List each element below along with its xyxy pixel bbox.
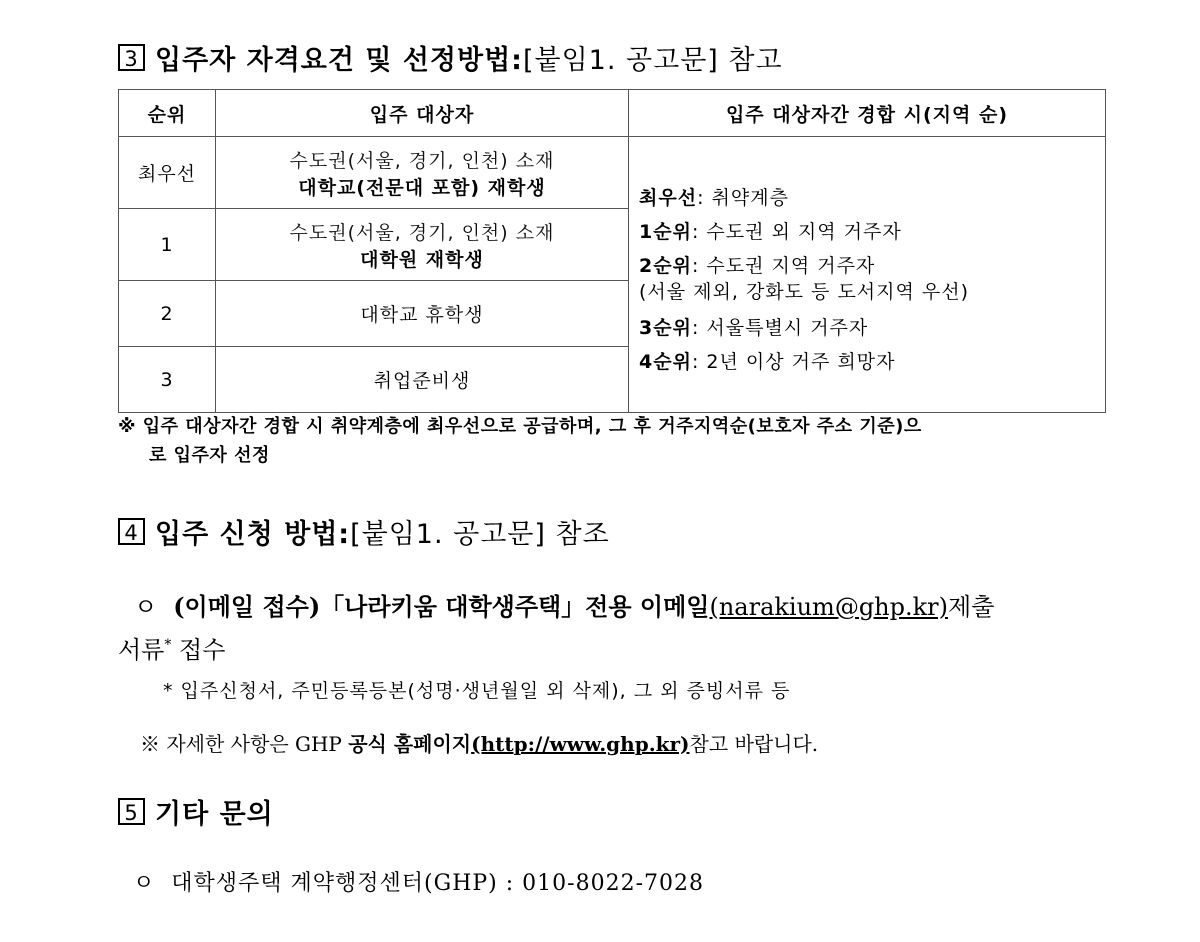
table-note	[118, 412, 1118, 470]
section-4-number: 4	[118, 518, 145, 545]
target-cell: 대학교 휴학생	[216, 281, 629, 347]
rank-cell: 2	[119, 281, 216, 347]
competition-label: 1순위	[639, 221, 692, 243]
target-line1: 수도권(서울, 경기, 인천) 소재	[289, 149, 555, 172]
section-3-number: 3	[118, 44, 145, 71]
detail-prefix: ※ 자세한 사항은 GHP	[140, 732, 349, 756]
apply-after-email: 제출	[948, 593, 995, 621]
rank-cell: 3	[119, 347, 216, 413]
footnote-marker: *	[164, 637, 172, 653]
header-rank: 순위	[119, 90, 216, 137]
apply-paragraph	[118, 588, 1128, 669]
competition-line	[639, 249, 1105, 283]
competition-label: 최우선	[639, 187, 698, 209]
section-4-title-bold: 입주 신청 방법:	[155, 519, 351, 550]
rank-cell: 1	[119, 209, 216, 281]
table-note-line1: ※ 입주 대상자간 경합 시 취약계층에 최우선으로 공급하며, 그 후 거주지역순(보호자 주소 기준)으	[118, 416, 922, 437]
detail-suffix: 참고 바랍니다.	[689, 732, 819, 756]
email-link[interactable]: (narakium@ghp.kr)	[709, 593, 949, 621]
docs-footnote: * 입주신청서, 주민등록등본(성명·생년월일 외 삭제), 그 외 증빙서류 등	[163, 680, 791, 702]
contact-line	[133, 866, 704, 897]
bullet-icon: ㅇ	[134, 593, 158, 621]
section-3-title-rest: [붙임1. 공고문] 참고	[522, 45, 783, 76]
qualification-table	[118, 89, 1106, 413]
detail-bold: 공식 홈페이지	[348, 732, 472, 756]
apply-docs-end: 접수	[171, 636, 226, 664]
competition-text: : 2년 이상 거주 희망자	[691, 351, 896, 373]
section-5-number: 5	[118, 798, 145, 825]
section-4-title-rest: [붙임1. 공고문] 참조	[350, 519, 610, 550]
competition-text: : 서울특별시 거주자	[691, 317, 869, 339]
section-5-title	[118, 792, 274, 831]
section-3-title-bold: 입주자 자격요건 및 선정방법:	[155, 45, 523, 76]
target-line2: 대학원 재학생	[360, 248, 484, 271]
apply-line2	[118, 626, 1128, 669]
competition-label: 4순위	[639, 351, 692, 373]
apply-docs-label: 서류	[118, 636, 165, 664]
target-line1: 수도권(서울, 경기, 인천) 소재	[289, 221, 555, 244]
table-note-line2: 로 입주자 선정	[149, 445, 270, 466]
target-cell	[216, 137, 629, 209]
competition-cell	[629, 137, 1106, 413]
competition-text: : 취약계층	[697, 187, 789, 209]
bullet-icon: ㅇ	[133, 871, 156, 896]
homepage-link[interactable]: (http://www.ghp.kr)	[471, 732, 690, 756]
competition-label: 3순위	[639, 317, 692, 339]
section-3-title	[118, 38, 783, 77]
detail-line	[140, 728, 818, 757]
header-target: 입주 대상자	[216, 90, 629, 137]
competition-label: 2순위	[639, 255, 692, 277]
table-header-row	[119, 90, 1106, 137]
rank-cell: 최우선	[119, 137, 216, 209]
target-cell: 취업준비생	[216, 347, 629, 413]
competition-line	[639, 181, 1105, 215]
competition-line	[639, 345, 1105, 379]
competition-text: : 수도권 외 지역 거주자	[691, 221, 902, 243]
target-cell	[216, 209, 629, 281]
section-5-title-bold: 기타 문의	[155, 799, 274, 830]
contact-text: 대학생주택 계약행정센터(GHP) : 010-8022-7028	[171, 871, 704, 896]
target-line2: 대학교(전문대 포함) 재학생	[298, 176, 546, 199]
table-row	[119, 137, 1106, 209]
competition-line	[639, 215, 1105, 249]
header-competition: 입주 대상자간 경합 시(지역 순)	[629, 90, 1106, 137]
apply-method: (이메일 접수)「나라키움 대학생주택」전용 이메일	[173, 592, 710, 621]
section-4-title	[118, 512, 610, 551]
competition-line	[639, 311, 1105, 345]
competition-text: : 수도권 지역 거주자	[691, 255, 876, 277]
competition-text: (서울 제외, 강화도 등 도서지역 우선)	[639, 281, 970, 303]
apply-line1	[118, 588, 1128, 626]
competition-line	[639, 279, 1105, 305]
